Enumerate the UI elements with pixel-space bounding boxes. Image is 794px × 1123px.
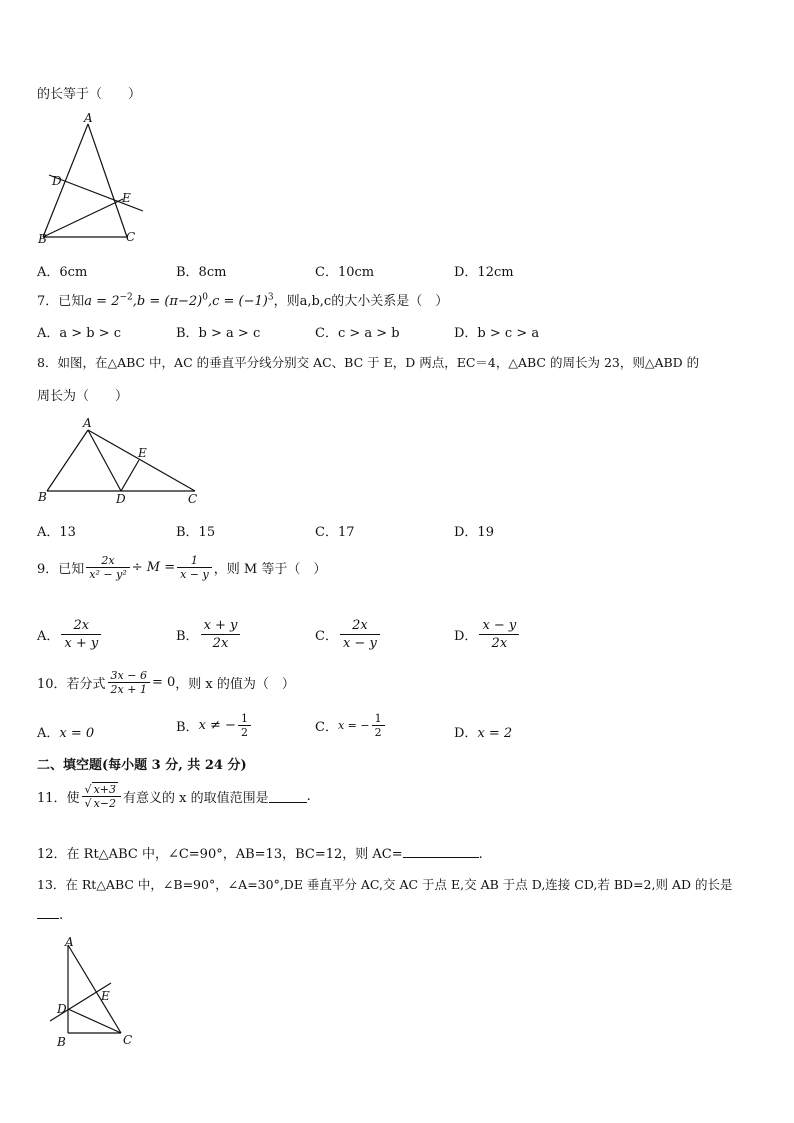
q10-option-b-den: 2 bbox=[240, 726, 248, 739]
q6-option-c[interactable]: C．10cm bbox=[315, 265, 375, 280]
q8-label-d: D bbox=[116, 492, 126, 506]
q13-label-e: E bbox=[101, 989, 110, 1003]
q8-label-b: B bbox=[38, 490, 47, 504]
q9-rhs-num: 1 bbox=[177, 554, 212, 568]
q6-label-d: D bbox=[52, 174, 62, 188]
q7-b-exp: 0 bbox=[202, 292, 208, 303]
q9-prefix: 9．已知 bbox=[37, 562, 85, 577]
q10-option-b[interactable] bbox=[176, 712, 253, 739]
q10-prefix: 10．若分式 bbox=[37, 677, 106, 692]
q9-option-d-den: 2x bbox=[491, 636, 508, 651]
q9-option-a[interactable] bbox=[37, 617, 103, 652]
q13-end: . bbox=[59, 908, 64, 923]
q8-label-a: A bbox=[83, 416, 92, 430]
q7-option-b[interactable]: B．b > a > c bbox=[176, 326, 261, 341]
q11-stem bbox=[37, 783, 311, 810]
q11-suffix: 有意义的 x 的取值范围是 bbox=[122, 791, 269, 806]
q9-option-d-fraction bbox=[479, 617, 519, 652]
q10-option-b-fraction bbox=[238, 712, 251, 739]
q8-option-c[interactable]: C．17 bbox=[315, 525, 355, 540]
q10-option-c-fraction bbox=[372, 712, 385, 739]
q9-mid: ÷ M = bbox=[131, 560, 176, 575]
q8-option-b[interactable]: B．15 bbox=[176, 525, 216, 540]
q9-option-a-den: x + y bbox=[64, 636, 99, 651]
q9-option-d[interactable] bbox=[454, 617, 521, 652]
q6-stem-tail: 的长等于（ ） bbox=[37, 87, 142, 102]
q10-option-b-text: x ≠ − bbox=[198, 718, 236, 733]
q10-option-c-den: 2 bbox=[374, 726, 382, 739]
q10-option-d[interactable] bbox=[454, 722, 512, 741]
q9-option-c-num: 2x bbox=[340, 617, 380, 635]
q7-a-exp: −2 bbox=[119, 292, 133, 303]
q11-answer-blank[interactable] bbox=[269, 790, 307, 803]
q8-label-e: E bbox=[138, 446, 147, 460]
q9-option-b-den: 2x bbox=[212, 636, 229, 651]
q6-label-e: E bbox=[122, 191, 131, 205]
q7-option-c[interactable]: C．c > a > b bbox=[315, 326, 400, 341]
q13-stem-line1: 13．在 Rt△ABC 中，∠B=90°，∠A=30°,DE 垂直平分 AC,交 AC 于点 E,交 AB 于点 D,连接 CD,若 BD=2,则 AD 的长是 bbox=[37, 877, 733, 892]
q9-option-b-num: x + y bbox=[201, 617, 241, 635]
q7-prefix: 7．已知 bbox=[37, 294, 85, 309]
q10-option-c[interactable] bbox=[315, 712, 387, 739]
q13-label-b: B bbox=[57, 1035, 66, 1049]
q9-option-d-num: x − y bbox=[479, 617, 519, 635]
q12-stem bbox=[37, 843, 483, 862]
q10-num: 3x − 6 bbox=[108, 669, 150, 683]
q6-label-c: C bbox=[126, 230, 136, 244]
q8-label-c: C bbox=[188, 492, 198, 506]
q13-stem-line2 bbox=[37, 906, 63, 923]
q9-option-b-label: B． bbox=[176, 629, 199, 644]
q10-suffix: ，则 x 的值为（ ） bbox=[175, 677, 295, 692]
q9-stem bbox=[37, 554, 326, 581]
q6-option-b[interactable]: B．8cm bbox=[176, 265, 227, 280]
q11-den-wrap: √ x−2 bbox=[84, 797, 116, 810]
q13-answer-blank[interactable] bbox=[37, 906, 59, 919]
q7-c-expr: ,c = (−1) bbox=[207, 294, 268, 309]
q9-option-c-fraction bbox=[340, 617, 380, 652]
q10-stem bbox=[37, 669, 295, 696]
q9-rhs-fraction bbox=[177, 554, 212, 581]
q8-stem-line2: 周长为（ ） bbox=[37, 389, 129, 404]
q13-label-a: A bbox=[65, 935, 74, 949]
q9-option-b[interactable] bbox=[176, 617, 242, 652]
q10-option-a-label: A． bbox=[37, 726, 60, 741]
q9-rhs-den: x − y bbox=[180, 568, 209, 581]
q8-option-a[interactable]: A．13 bbox=[37, 525, 76, 540]
q11-fraction bbox=[82, 783, 121, 810]
q11-prefix: 11．使 bbox=[37, 791, 80, 806]
q9-lhs-num: 2x bbox=[86, 554, 129, 568]
q10-fraction bbox=[108, 669, 150, 696]
q6-label-b: B bbox=[38, 232, 47, 246]
q10-option-c-num: 1 bbox=[372, 712, 385, 726]
q9-option-a-label: A． bbox=[37, 629, 60, 644]
q9-option-c[interactable] bbox=[315, 617, 382, 652]
section-2-title: 二、填空题(每小题 3 分, 共 24 分) bbox=[37, 758, 247, 773]
q7-b-expr: ,b = (π−2) bbox=[132, 294, 203, 309]
q7-c-exp: 3 bbox=[267, 292, 274, 303]
q10-option-a-text: x = 0 bbox=[59, 726, 95, 741]
q11-end: . bbox=[306, 789, 311, 804]
q11-num: x+3 bbox=[93, 783, 116, 796]
q11-num-wrap: √ x+3 bbox=[82, 783, 121, 797]
q9-option-a-fraction bbox=[61, 617, 101, 652]
q12-text: 12．在 Rt△ABC 中，∠C=90°，AB=13，BC=12，则 AC= bbox=[37, 847, 403, 862]
q6-label-a: A bbox=[84, 112, 93, 125]
q9-option-a-num: 2x bbox=[61, 617, 101, 635]
q9-lhs-fraction bbox=[86, 554, 129, 581]
q8-figure bbox=[35, 415, 205, 507]
q13-label-d: D bbox=[57, 1002, 67, 1016]
q10-option-c-text: x = − bbox=[337, 719, 370, 732]
q9-option-c-label: C． bbox=[315, 629, 338, 644]
q10-option-b-num: 1 bbox=[238, 712, 251, 726]
q6-figure bbox=[35, 112, 150, 247]
q7-a-expr: a = 2 bbox=[84, 294, 120, 309]
q10-option-d-label: D． bbox=[454, 726, 478, 741]
q6-option-d[interactable]: D．12cm bbox=[454, 265, 514, 280]
q7-option-d[interactable]: D．b > c > a bbox=[454, 326, 540, 341]
q9-option-b-fraction bbox=[201, 617, 241, 652]
q8-option-d[interactable]: D．19 bbox=[454, 525, 494, 540]
q7-suffix: ，则a,b,c的大小关系是（ ） bbox=[273, 294, 449, 309]
q10-option-d-text: x = 2 bbox=[477, 726, 513, 741]
q8-stem-line1: 8．如图，在△ABC 中，AC 的垂直平分线分别交 AC、BC 于 E，D 两点，EC＝4，△ABC 的周长为 23，则△ABD 的 bbox=[37, 355, 700, 370]
q7-option-a[interactable]: A．a > b > c bbox=[37, 326, 122, 341]
q10-option-a[interactable] bbox=[37, 722, 94, 741]
q7-stem bbox=[37, 290, 448, 309]
q12-end: . bbox=[478, 847, 483, 862]
q13-label-c: C bbox=[123, 1033, 133, 1047]
q9-suffix: ，则 M 等于（ ） bbox=[213, 562, 327, 577]
q12-answer-blank[interactable] bbox=[403, 845, 479, 858]
q13-figure bbox=[45, 935, 145, 1050]
q10-option-c-label: C． bbox=[315, 720, 338, 735]
q6-option-a[interactable]: A．6cm bbox=[37, 265, 88, 280]
q10-option-b-label: B． bbox=[176, 720, 199, 735]
q10-den: 2x + 1 bbox=[110, 683, 147, 696]
q9-option-d-label: D． bbox=[454, 629, 478, 644]
q11-den: x−2 bbox=[93, 797, 116, 810]
q9-lhs-den: x² − y² bbox=[89, 568, 127, 581]
q9-option-c-den: x − y bbox=[342, 636, 377, 651]
q10-eq: = 0 bbox=[151, 675, 176, 690]
